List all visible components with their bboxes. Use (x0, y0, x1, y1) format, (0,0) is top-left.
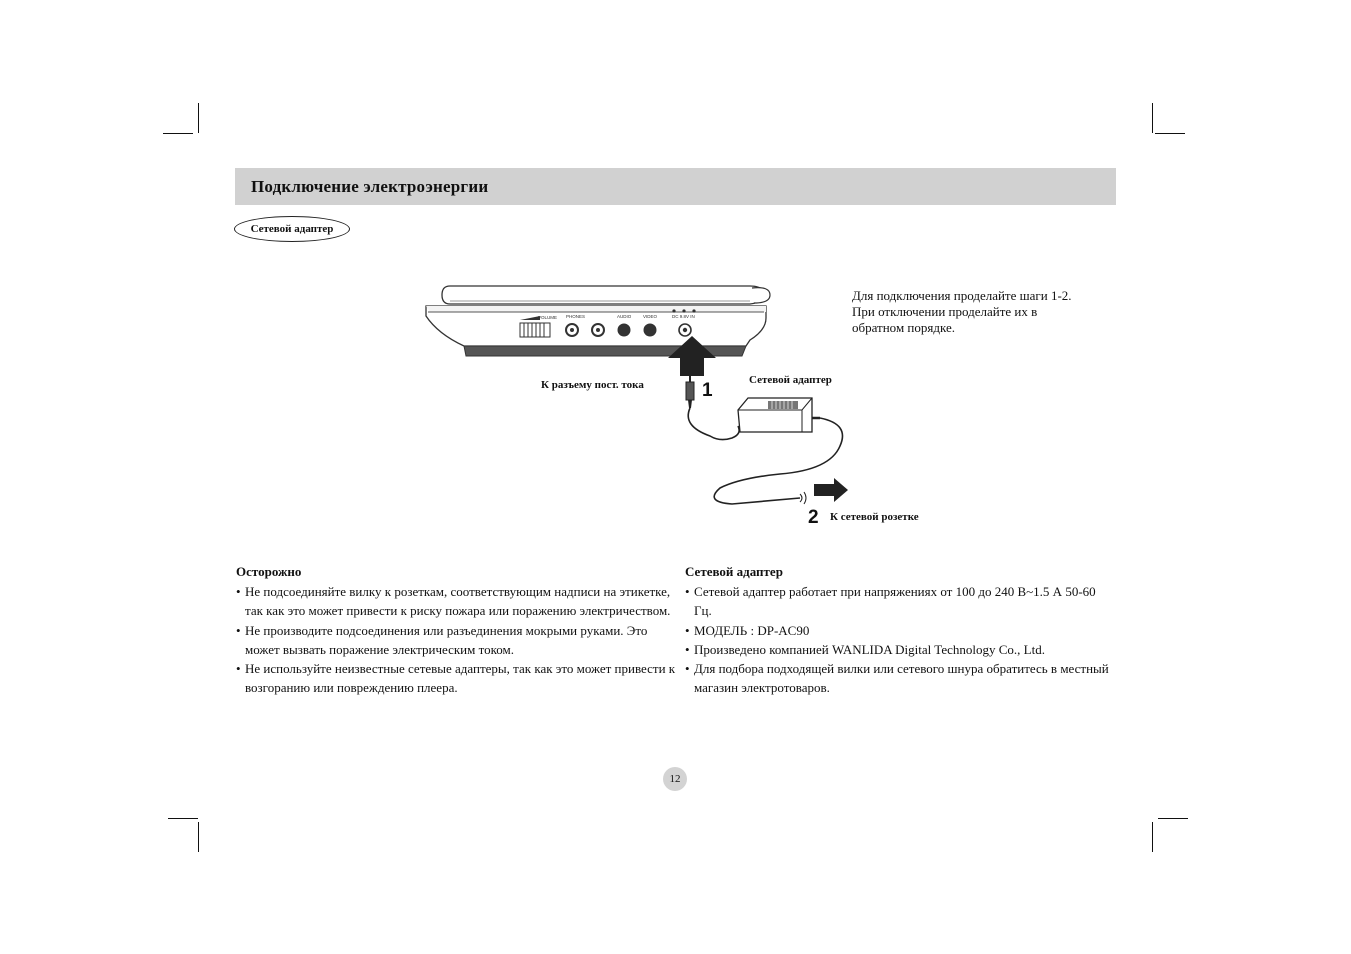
step-1-number: 1 (702, 380, 713, 401)
adapter-info-item: • Произведено компанией WANLIDA Digital Technology Co., Ltd. (685, 640, 1116, 659)
caution-item: • Не используйте неизвестные сетевые адаптеры, так как это может привести к возгоранию или повреждению плеера. (236, 659, 676, 697)
adapter-info-item: • Для подбора подходящей вилки или сетевого шнура обратитесь в местный магазин электротоваров. (685, 659, 1116, 697)
instruction-line-2: При отключении проделайте их в обратном порядке. (852, 304, 1038, 335)
lid-hinge (752, 288, 770, 303)
crop-mark (198, 822, 199, 852)
video-jack (644, 324, 656, 336)
page-number: 12 (663, 767, 687, 791)
crop-mark (198, 103, 199, 133)
dc-jack-label: К разъему пост. тока (541, 379, 644, 391)
dc-cable (688, 408, 739, 440)
adapter-info-item: • Сетевой адаптер работает при напряжениях от 100 до 240 В~1.5 А 50-60 Гц. (685, 582, 1116, 620)
phones-panel-label: PHONES (566, 314, 586, 319)
audio-jack (618, 324, 630, 336)
adapter-info-section (685, 562, 1116, 697)
crop-mark (163, 133, 193, 134)
dc-plug (686, 382, 694, 400)
video-panel-label: VIDEO (643, 314, 658, 319)
adapter-vent (768, 401, 798, 409)
crop-mark (1152, 103, 1153, 133)
connection-instructions (852, 288, 1092, 336)
step-2-number: 2 (808, 507, 819, 528)
outlet-arrow-icon (814, 478, 848, 502)
adapter-label: Сетевой адаптер (749, 374, 832, 386)
adapter-info-item: • МОДЕЛЬ : DP-AC90 (685, 621, 1116, 640)
caution-item: • Не подсоединяйте вилку к розеткам, соответствующим надписи на этикетке, так как это может привести к риску пожара или поражению электричеством. (236, 582, 676, 620)
dc-in-panel-label: DC 9.8V IN (672, 314, 695, 319)
volume-panel-label: VOLUME (538, 315, 558, 320)
caution-section (236, 562, 676, 697)
section-title: Подключение электроэнергии (251, 177, 489, 196)
crop-mark (1158, 818, 1188, 819)
caution-heading: Осторожно (236, 564, 302, 579)
crop-mark (1152, 822, 1153, 852)
caution-item: • Не производите подсоединения или разъединения мокрыми руками. Это может вызвать поражение электрическим током. (236, 621, 676, 659)
section-badge: Сетевой адаптер (234, 216, 350, 242)
section-title-bar (235, 168, 1116, 205)
crop-mark (1155, 133, 1185, 134)
crop-mark (168, 818, 198, 819)
outlet-label: К сетевой розетке (830, 511, 919, 523)
audio-panel-label: AUDIO (617, 314, 632, 319)
adapter-info-heading: Сетевой адаптер (685, 564, 783, 579)
instruction-line-1: Для подключения проделайте шаги 1-2. (852, 288, 1072, 303)
